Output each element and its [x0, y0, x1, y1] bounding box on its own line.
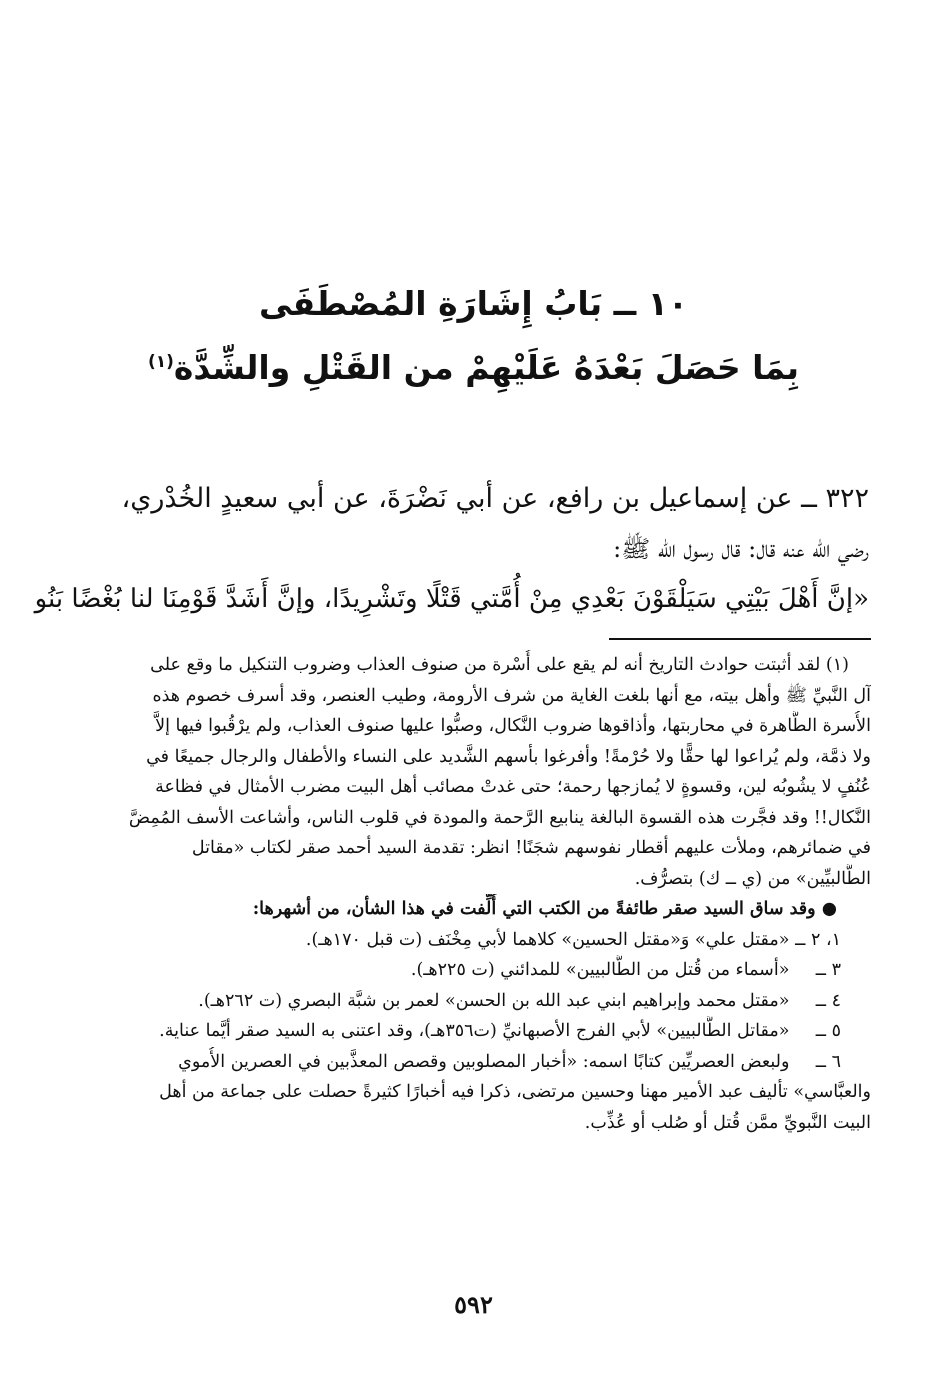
footnote-line: الطَّالبيِّين» من (ي ــ ك) بتصرُّف.	[634, 868, 871, 889]
list-item-text: «مقتل محمد وإبراهيم ابني عبد الله بن الحسن» لعمر بن شبَّة البصري (ت ٢٦٢هـ).	[198, 990, 790, 1011]
list-item-number: ٥ ــ	[815, 1021, 841, 1041]
footnote-line: آل النَّبيِّ ﷺ وأهل بيته، مع أنها بلغت الغاية من شرف الأرومة، وطيب العنصر، وقد أسرف خصوم هذه	[152, 685, 871, 706]
footnote-list-item	[44, 986, 871, 1017]
footnote-line: البيت النَّبويِّ ممَّن قُتل أو صُلب أو عُذِّب.	[584, 1112, 871, 1133]
list-item-text: ولبعض العصريِّين كتابًا اسمه: «أخبار المصلوبين وقصص المعذَّبين في العصرين الأُموي	[178, 1051, 790, 1072]
chapter-title-line-2-text: بِمَا حَصَلَ بَعْدَهُ عَلَيْهِمْ من القَتْلِ والشِّدَّة	[173, 348, 800, 387]
list-item-text: «مقاتل الطَّالبيين» لأبي الفرج الأصبهانيِّ (ت٣٥٦هـ)، وقد اعتنى به السيد صقر أيَّما عناية.	[159, 1021, 790, 1041]
footnote-bullet-line: ● وقد ساق السيد صقر طائفةً من الكتب التي أُلِّفت في هذا الشأن، من أشهرها:	[252, 899, 837, 919]
footnote-line: والعبَّاسي» تأليف عبد الأمير مهنا وحسين مرتضى، ذكرا فيه أخبارًا كثيرةً حصلت على جماعة من أهل	[159, 1082, 871, 1102]
footnote-line: النَّكال!! وقد فجَّرت هذه القسوة البالغة ينابيع الرَّحمة والمودة في قلوب الناس، وأشاعت الأسف المُمِضَّ	[128, 807, 871, 828]
list-item-text: «أسماء من قُتل من الطَّالبيين» للمدائني (ت ٢٢٥هـ).	[410, 960, 790, 980]
footnote-list-item	[44, 1016, 871, 1047]
chapter-title-line-2	[0, 333, 947, 397]
footnote-list-item	[44, 1047, 871, 1078]
footnote-section	[44, 650, 871, 1138]
hadith-line-1: ٣٢٢ ــ عن إسماعيل بن رافع، عن أبي نَضْرَةَ، عن أبي سعيدٍ الخُدْري،	[121, 483, 869, 514]
list-item-number: ١، ٢ ــ	[795, 929, 841, 950]
hadith-text	[34, 474, 869, 624]
footnote-line: عُنُفٍ لا يشُوبُه لين، وقسوةٍ لا يُمازجها رحمة؛ حتى غدتْ مصائب أهل البيت مضرب الأمثال في فظاعة	[155, 777, 871, 797]
list-item-number: ٣ ــ	[815, 960, 841, 980]
footnote-line: في ضمائرهم، وملأت عليهم أقطار نفوسهم شجَنًا! انظر: تقدمة السيد أحمد صقر لكتاب «مقاتل	[191, 838, 871, 858]
page-number: ٥٩٢	[454, 1290, 493, 1319]
hadith-line-3: «إنَّ أَهْلَ بَيْتِي سَيَلْقَوْنَ بَعْدِي مِنْ أُمَّتي قَتْلًا وتَشْرِيدًا، وإنَّ أَشَدَّ قَوْمِنَا لنا بُغْضًا بَنُو	[34, 584, 869, 614]
list-item-text: «مقتل علي» وَ«مقتل الحسين» كلاهما لأبي مِخْنَف (ت قبل ١٧٠هـ).	[305, 929, 790, 950]
chapter-title-line-1: ١٠ ــ بَابُ إِشَارَةِ المُصْطَفَى	[258, 284, 688, 323]
footnote-divider	[609, 638, 871, 640]
footnote-line: (١) لقد أثبتت حوادث التاريخ أنه لم يقع على أُسْرة من صنوف العذاب وضروب التنكيل ما وقع على	[150, 655, 849, 675]
footnote-line: ولا ذمَّة، ولم يُراعوا لها حقًّا ولا حُرْمةً! وأفرغوا بأسهم الشَّديد على النساء والأطفال والرجال جميعًا في	[146, 746, 871, 767]
footnote-reference: (١)	[147, 352, 174, 372]
hadith-line-2: رضي الله عنه قال: قال رسول الله ﷺ:	[613, 535, 869, 563]
footnote-list-item	[44, 925, 871, 956]
footnote-list-item	[44, 955, 871, 986]
chapter-title	[0, 275, 947, 397]
list-item-number: ٦ ــ	[815, 1051, 841, 1072]
list-item-number: ٤ ــ	[815, 990, 841, 1011]
footnote-line: الأُسرة الطَّاهرة في محاربتها، وأذاقوها ضروب النَّكال، وصبُّوا عليها صنوف العذاب، ولم يرْقُبوا فيها إلاًّ	[155, 716, 871, 736]
